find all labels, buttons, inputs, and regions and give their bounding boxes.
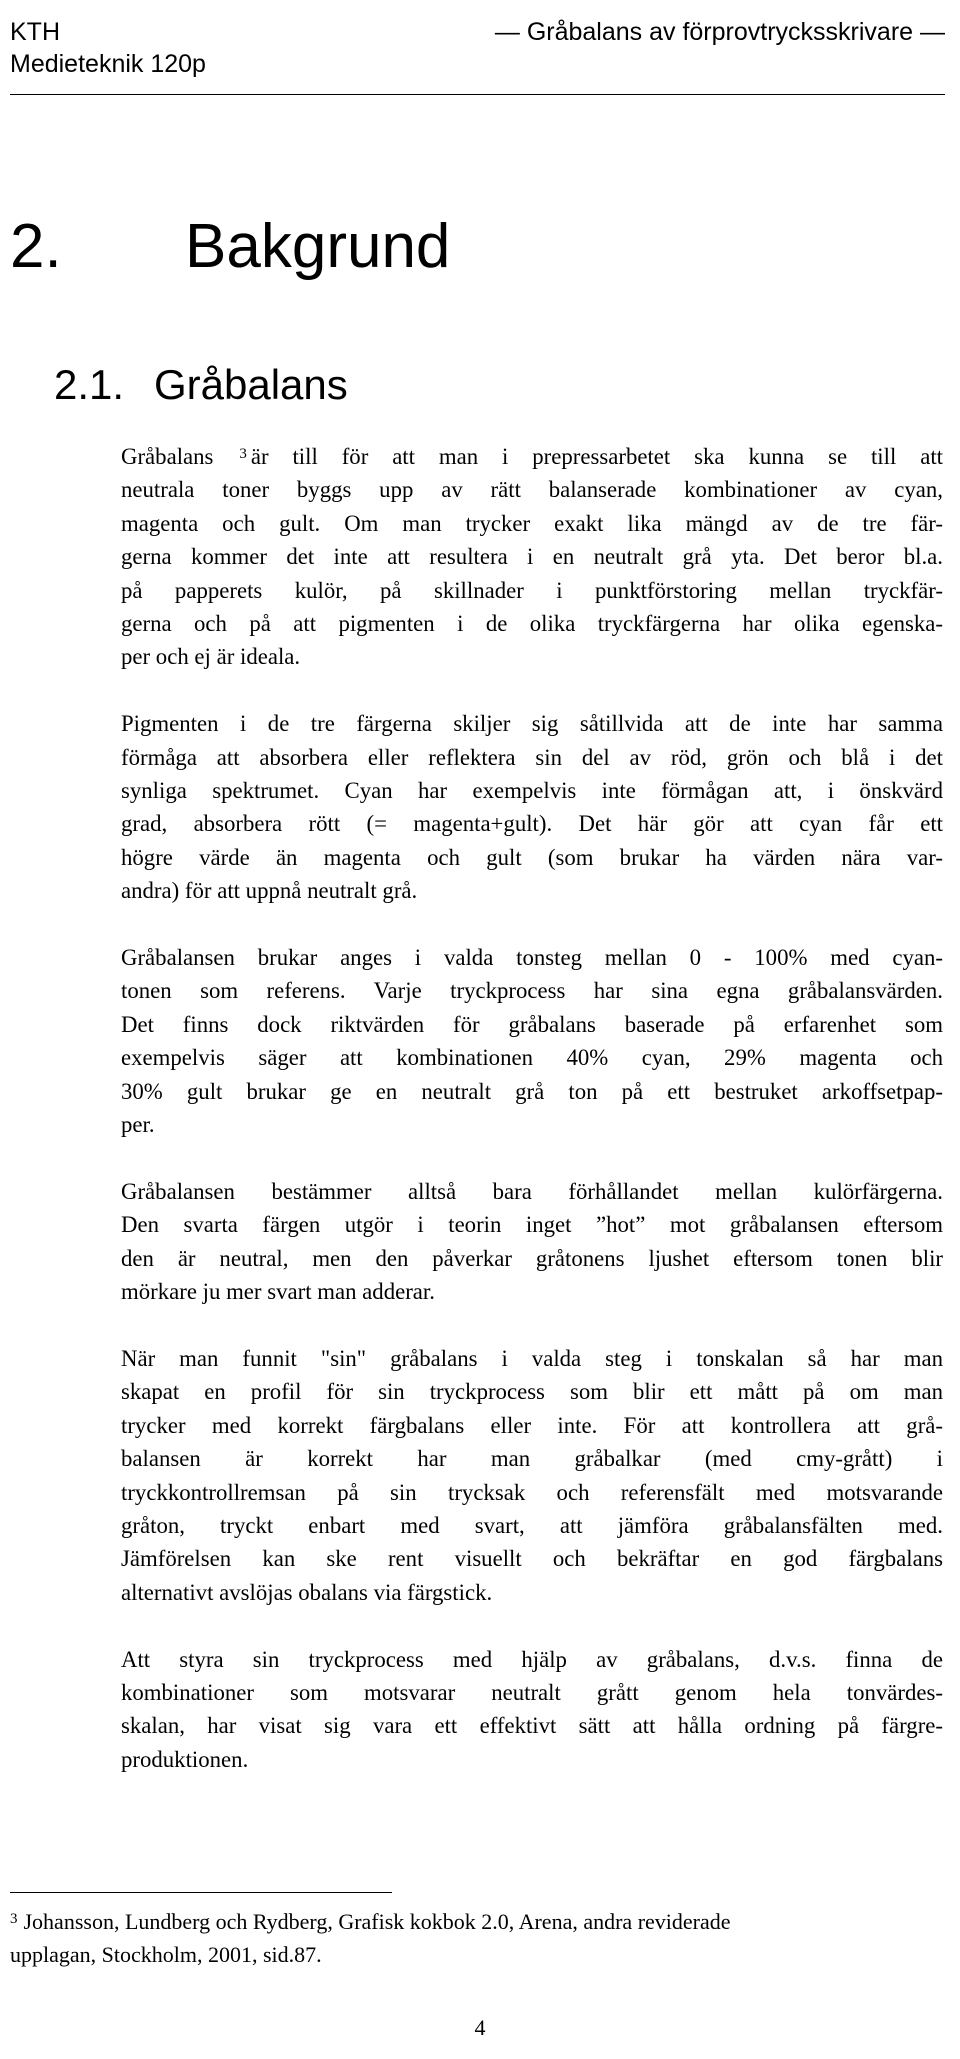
footnote-line: $^3$ Johansson, Lundberg och Rydberg, Grafisk kokbok 2.0, Arena, andra reviderade — [10, 1909, 731, 1934]
paragraph-line: förmåga att absorbera eller reflektera sin del av röd, grön och blå i det — [121, 744, 943, 770]
page-header — [10, 16, 945, 86]
paragraph-first-word: Gråbalans — [121, 444, 214, 469]
paragraph-line: gerna och på att pigmenten i de olika tryckfärgerna har olika egenska- — [121, 611, 943, 637]
paragraph-line: trycker med korrekt färgbalans eller inte. För att kontrollera att grå- — [121, 1412, 943, 1438]
body-text — [121, 440, 943, 1810]
subsection-title: Gråbalans — [154, 361, 348, 408]
footnote — [10, 1905, 940, 1971]
header-document-title: — Gråbalans av förprovtrycksskrivare — — [494, 18, 945, 46]
paragraph-line: andra) för att uppnå neutralt grå. — [121, 878, 418, 904]
paragraph-line: synliga spektrumet. Cyan har exempelvis inte förmågan att, i önskvärd — [121, 778, 943, 804]
footnote-line: upplagan, Stockholm, 2001, sid.87. — [10, 1942, 322, 1967]
header-left — [10, 16, 206, 80]
paragraph-line: per och ej är ideala. — [121, 644, 301, 670]
paragraph-line: Gråbalansen brukar anges i valda tonsteg mellan 0 - 100% med cyan- — [121, 945, 943, 971]
header-institution: KTH — [10, 18, 60, 46]
paragraph-line: den är neutral, men den påverkar gråtonens ljushet eftersom tonen blir — [121, 1245, 943, 1271]
paragraph-line: Det finns dock riktvärden för gråbalans baserade på erfarenhet som — [121, 1011, 943, 1037]
paragraph-line: högre värde än magenta och gult (som brukar ha värden nära var- — [121, 844, 943, 870]
subsection-heading — [54, 360, 348, 410]
footnote-reference[interactable]: 3 — [239, 446, 247, 462]
paragraph-line: skapat en profil för sin tryckprocess som blir ett mått på om man — [121, 1379, 943, 1405]
paragraph-line: produktionen. — [121, 1746, 249, 1772]
page-number: 4 — [474, 2015, 486, 2040]
footnote-marker: 3 — [10, 1911, 18, 1927]
subsection-number: 2.1. — [54, 361, 125, 408]
paragraph-line: alternativt avslöjas obalans via färgstick. — [121, 1579, 493, 1605]
paragraph-line: tryckkontrollremsan på sin trycksak och referensfält med motsvarande — [121, 1479, 943, 1505]
paragraph-line: tonen som referens. Varje tryckprocess har sina egna gråbalansvärden. — [121, 978, 943, 1004]
paragraph-line: 30% gult brukar ge en neutralt grå ton på ett bestruket arkoffsetpap- — [121, 1078, 943, 1104]
paragraph-line: Gråbalansen bestämmer alltså bara förhållandet mellan kulörfärgerna. — [121, 1178, 943, 1204]
paragraph-line: gråton, tryckt enbart med svart, att jämföra gråbalansfälten med. — [121, 1512, 943, 1538]
paragraph-1 — [121, 440, 943, 674]
paragraph-line: skalan, har visat sig vara ett effektivt sätt att hålla ordning på färgre- — [121, 1713, 943, 1739]
paragraph-line: gerna kommer det inte att resultera i en neutralt grå yta. Det beror bl.a. — [121, 544, 943, 570]
footnote-separator — [10, 1892, 392, 1893]
paragraph-3 — [121, 941, 943, 1141]
section-title: Bakgrund — [185, 212, 451, 281]
paragraph-line: Att styra sin tryckprocess med hjälp av gråbalans, d.v.s. finna de — [121, 1646, 943, 1672]
header-program: Medieteknik 120p — [10, 50, 206, 78]
paragraph-line: Pigmenten i de tre färgerna skiljer sig såtillvida att de inte har samma — [121, 711, 943, 737]
paragraph-line: exempelvis säger att kombinationen 40% cyan, 29% magenta och — [121, 1045, 943, 1071]
paragraph-4 — [121, 1175, 943, 1309]
paragraph-line: Den svarta färgen utgör i teorin inget ”hot” mot gråbalansen eftersom — [121, 1212, 943, 1238]
header-rule — [10, 94, 945, 95]
paragraph-line: per. — [121, 1112, 155, 1138]
paragraph-2 — [121, 707, 943, 907]
paragraph-line: Gråbalans $^3$ är till för att man i prepressarbetet ska kunna se till att — [121, 444, 944, 469]
paragraph-line: mörkare ju mer svart man adderar. — [121, 1279, 435, 1305]
paragraph-line: på papperets kulör, på skillnader i punktförstoring mellan tryckfär- — [121, 577, 943, 603]
paragraph-line: balansen är korrekt har man gråbalkar (med cmy-grått) i — [121, 1446, 943, 1472]
paragraph-line: neutrala toner byggs upp av rätt balanserade kombinationer av cyan, — [121, 477, 943, 503]
paragraph-line: magenta och gult. Om man trycker exakt lika mängd av de tre fär- — [121, 510, 943, 536]
paragraph-5 — [121, 1342, 943, 1609]
paragraph-line: Jämförelsen kan ske rent visuellt och bekräftar en god färgbalans — [121, 1546, 943, 1572]
paragraph-6 — [121, 1643, 943, 1777]
paragraph-line: När man funnit "sin" gråbalans i valda steg i tonskalan så har man — [121, 1345, 943, 1371]
section-number: 2. — [10, 212, 62, 281]
paragraph-line: grad, absorbera rött (= magenta+gult). Det här gör att cyan får ett — [121, 811, 943, 837]
section-heading — [10, 212, 450, 282]
paragraph-line: kombinationer som motsvarar neutralt grått genom hela tonvärdes- — [121, 1679, 943, 1705]
